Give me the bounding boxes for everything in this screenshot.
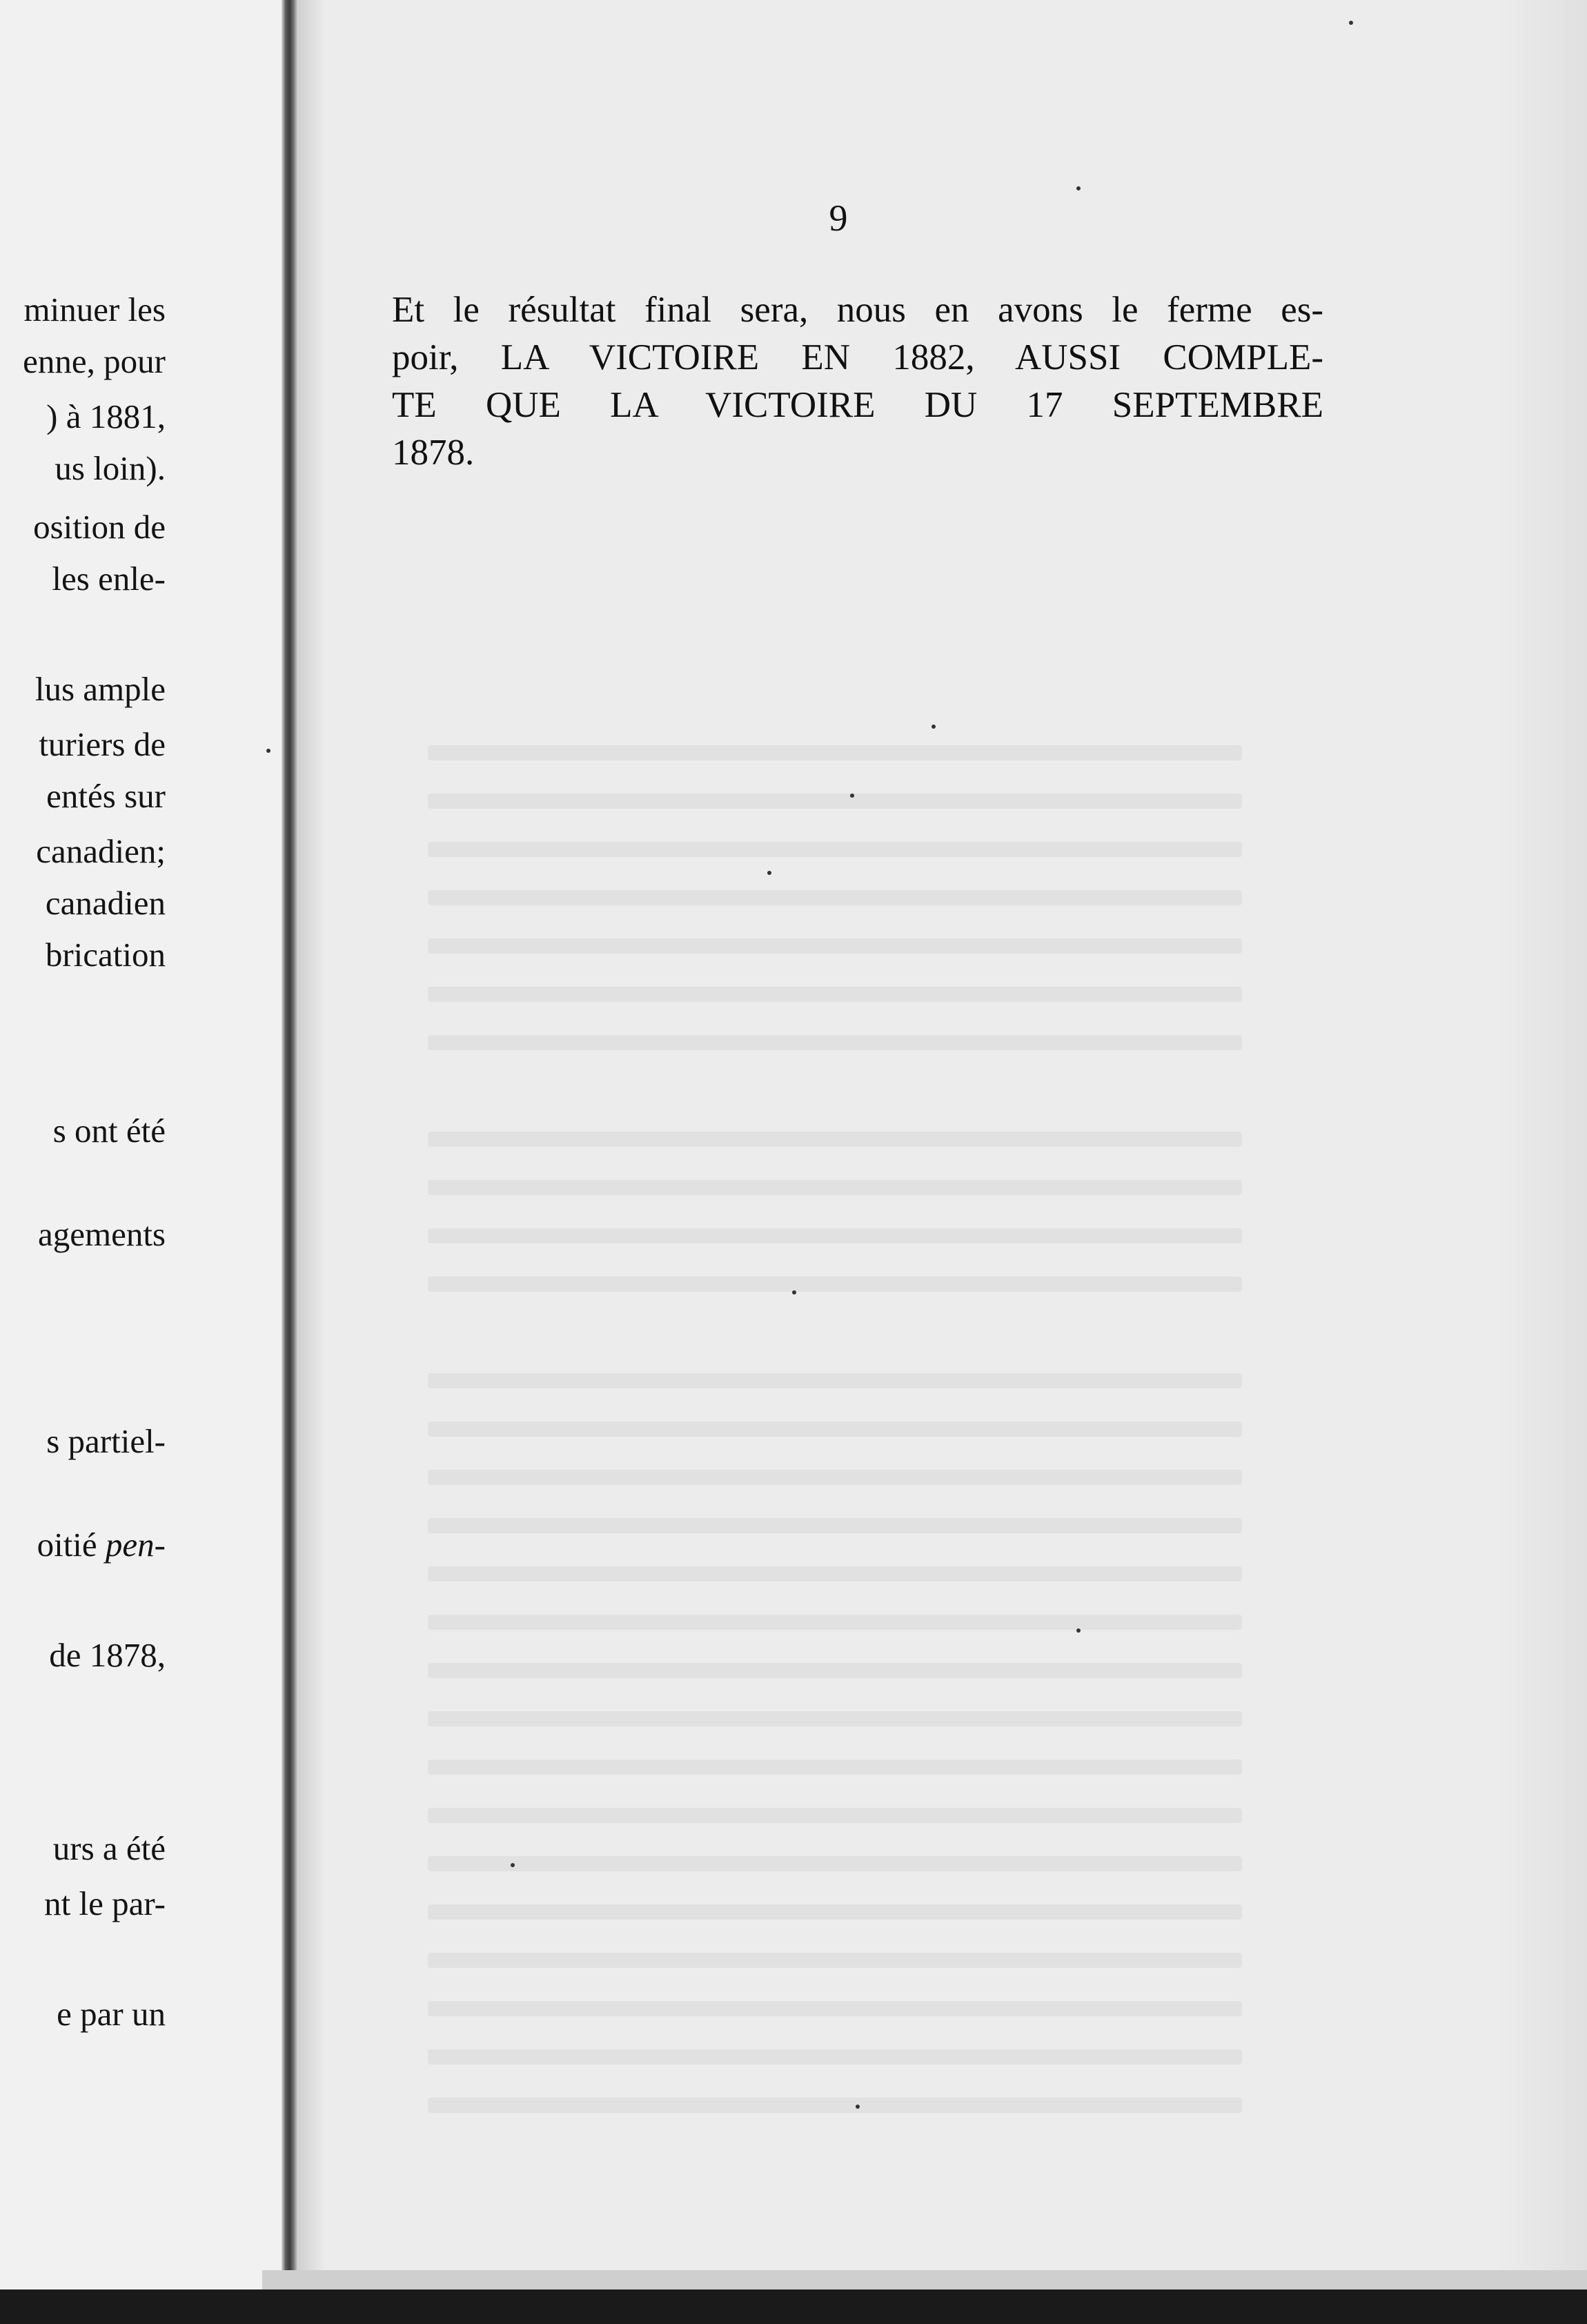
bleed-through-line [428,1180,1242,1195]
left-page-line: les enle- [52,560,166,598]
bleed-through-line [428,1904,1242,1920]
bleed-through-line [428,2049,1242,2065]
left-page-line: e par un [57,1995,166,2033]
bleed-through-line [428,1953,1242,1968]
bleed-through-line [428,1808,1242,1823]
bleed-through-line [428,1856,1242,1871]
scan-border-bottom [0,2289,1587,2324]
bleed-through-line [428,987,1242,1002]
page-number: 9 [829,197,848,239]
left-page-line: s ont été [52,1112,166,1150]
bleed-through-line [428,794,1242,809]
left-page-line: agements [37,1215,166,1253]
bleed-through-line [428,1277,1242,1292]
bleed-through-line [428,1615,1242,1630]
bleed-through-line [428,1228,1242,1243]
bleed-through-line [428,2098,1242,2113]
paragraph-line: poir, LA VICTOIRE EN 1882, AUSSI COMPLE- [392,337,1323,377]
bleed-through-line [428,1760,1242,1775]
gutter-shadow [298,0,326,2289]
book-gutter [282,0,298,2289]
bleed-through-line [428,890,1242,905]
bleed-through-line [428,1663,1242,1678]
left-page-line: entés sur [46,777,166,815]
bleed-through-line [428,2001,1242,2016]
scan-speck [1076,186,1081,190]
scan-speck [1349,21,1353,25]
scan-speck [792,1290,796,1294]
bleed-through-line [428,1132,1242,1147]
left-page-line: lus ample [34,670,166,708]
paragraph-line: Et le résultat final sera, nous en avons le ferme es- [392,290,1323,330]
scan-speck [931,725,936,729]
paragraph-line: 1878. [392,433,475,473]
bleed-through-line [428,938,1242,954]
bleed-through-line [428,1711,1242,1726]
left-page-line: enne, pour [23,342,166,380]
left-page-line: minuer les [23,290,166,328]
bleed-through-line [428,1421,1242,1437]
left-page-fragment [0,0,286,2289]
bleed-through-line [428,745,1242,760]
left-page-line: us loin). [55,449,166,487]
scan-speck [1076,1628,1081,1633]
page-edge-shadow [1497,0,1587,2289]
bleed-through-line [428,1373,1242,1388]
paragraph-line: TE QUE LA VICTOIRE DU 17 SEPTEMBRE [392,385,1323,425]
left-page-line: turiers de [39,725,166,763]
bleed-through-line [428,1566,1242,1582]
scan-speck [767,871,771,875]
bleed-through-line [428,842,1242,857]
left-page-line: oitié pen- [37,1526,166,1564]
left-page-line: canadien; [36,832,166,870]
scan-speck [856,2105,860,2109]
left-page-line: s partiel- [46,1422,166,1460]
main-paragraph [392,286,1323,477]
scan-speck [850,794,854,798]
left-page-line: de 1878, [49,1636,166,1674]
left-page-line: ) à 1881, [46,397,166,435]
bleed-through-line [428,1518,1242,1533]
scan-speck [511,1863,515,1867]
scan-speck [266,749,270,753]
left-page-line: brication [45,936,166,974]
bleed-through-line [428,1470,1242,1485]
left-page-line: nt le par- [44,1884,166,1922]
bleed-through-line [428,1035,1242,1050]
left-page-line: canadien [45,884,166,922]
left-page-line: osition de [33,508,166,546]
left-page-line: urs a été [52,1829,166,1867]
